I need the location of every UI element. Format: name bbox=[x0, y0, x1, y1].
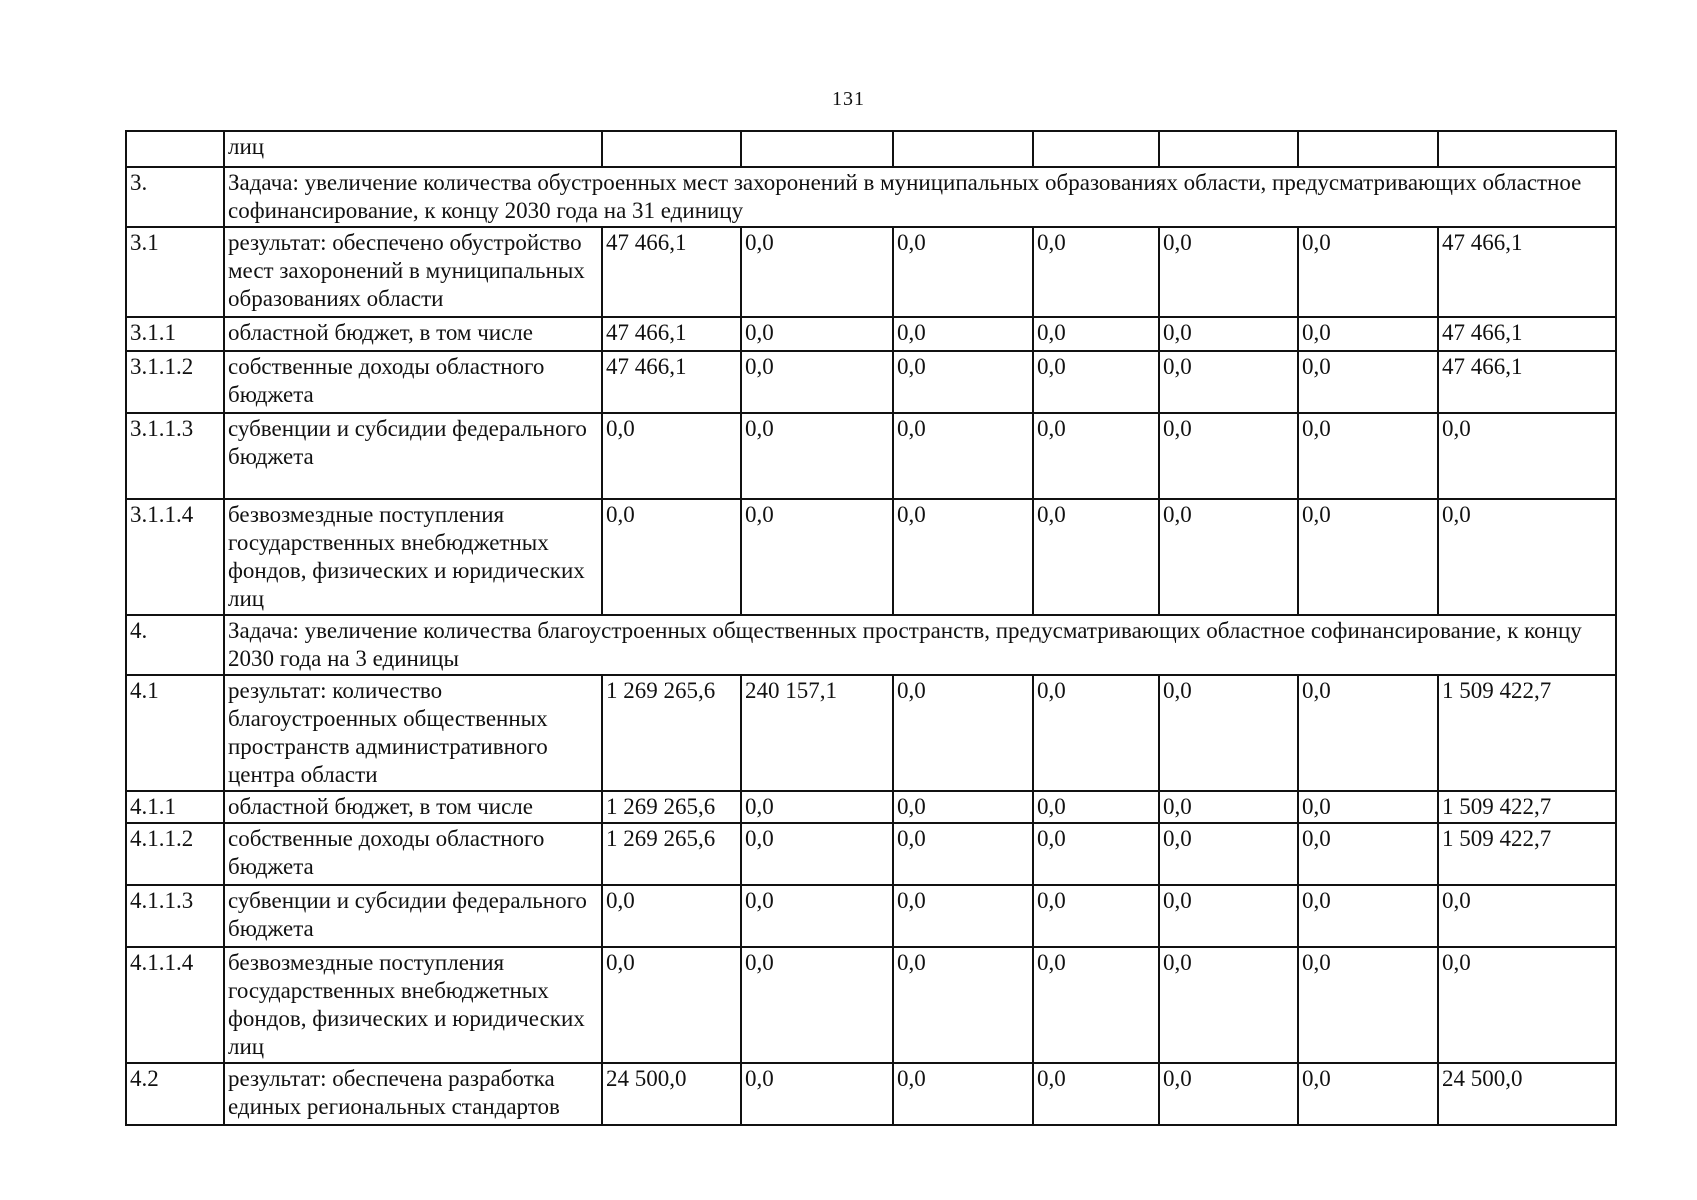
value-cell bbox=[602, 131, 741, 167]
table-row bbox=[126, 823, 1616, 885]
row-number: 3.1.1.2 bbox=[126, 351, 224, 413]
row-label: лиц bbox=[224, 131, 602, 167]
value-cell: 0,0 bbox=[893, 351, 1033, 413]
value-cell: 0,0 bbox=[893, 947, 1033, 1063]
value-cell: 0,0 bbox=[893, 885, 1033, 947]
value-cell bbox=[1159, 131, 1298, 167]
value-cell: 0,0 bbox=[741, 227, 893, 317]
task-description: Задача: увеличение количества обустроенных мест захоронений в муниципальных образованиях области, предусматривающих областное софинансирование, к концу 2030 года на 31 единицу bbox=[224, 167, 1616, 227]
value-cell: 0,0 bbox=[1033, 947, 1159, 1063]
task-description: Задача: увеличение количества благоустроенных общественных пространств, предусматривающих областное софинансирование, к концу 2030 года на 3 единицы bbox=[224, 615, 1616, 675]
value-cell bbox=[1298, 131, 1438, 167]
row-number: 4. bbox=[126, 615, 224, 675]
table-row bbox=[126, 317, 1616, 351]
value-cell: 0,0 bbox=[1159, 675, 1298, 791]
value-cell: 0,0 bbox=[741, 413, 893, 499]
value-cell: 0,0 bbox=[1159, 351, 1298, 413]
value-cell: 47 466,1 bbox=[1438, 351, 1616, 413]
value-cell: 47 466,1 bbox=[602, 351, 741, 413]
row-label: безвозмездные поступления государственных внебюджетных фондов, физических и юридических лиц bbox=[224, 947, 602, 1063]
row-label: результат: обеспечено обустройство мест захоронений в муниципальных образованиях области bbox=[224, 227, 602, 317]
value-cell: 0,0 bbox=[1033, 351, 1159, 413]
value-cell bbox=[1438, 131, 1616, 167]
row-number: 3.1.1.3 bbox=[126, 413, 224, 499]
value-cell: 0,0 bbox=[1033, 675, 1159, 791]
value-cell: 0,0 bbox=[1033, 1063, 1159, 1125]
value-cell: 0,0 bbox=[1159, 1063, 1298, 1125]
value-cell: 0,0 bbox=[741, 317, 893, 351]
value-cell: 0,0 bbox=[893, 675, 1033, 791]
value-cell: 0,0 bbox=[1298, 823, 1438, 885]
row-number: 3.1.1.4 bbox=[126, 499, 224, 615]
value-cell: 47 466,1 bbox=[602, 227, 741, 317]
row-number: 4.1.1 bbox=[126, 791, 224, 823]
value-cell: 240 157,1 bbox=[741, 675, 893, 791]
value-cell: 24 500,0 bbox=[602, 1063, 741, 1125]
value-cell: 47 466,1 bbox=[602, 317, 741, 351]
value-cell: 0,0 bbox=[1033, 499, 1159, 615]
value-cell: 0,0 bbox=[1438, 499, 1616, 615]
table-row bbox=[126, 675, 1616, 791]
value-cell: 0,0 bbox=[602, 413, 741, 499]
table-row bbox=[126, 227, 1616, 317]
row-label: областной бюджет, в том числе bbox=[224, 317, 602, 351]
value-cell: 0,0 bbox=[1438, 885, 1616, 947]
row-label: результат: обеспечена разработка единых региональных стандартов bbox=[224, 1063, 602, 1125]
table-row bbox=[126, 351, 1616, 413]
row-label: безвозмездные поступления государственных внебюджетных фондов, физических и юридических лиц bbox=[224, 499, 602, 615]
value-cell: 0,0 bbox=[602, 947, 741, 1063]
value-cell: 1 269 265,6 bbox=[602, 791, 741, 823]
table-row bbox=[126, 413, 1616, 499]
value-cell: 1 269 265,6 bbox=[602, 823, 741, 885]
row-number: 4.1.1.3 bbox=[126, 885, 224, 947]
table-row bbox=[126, 499, 1616, 615]
value-cell: 0,0 bbox=[893, 317, 1033, 351]
task-row bbox=[126, 615, 1616, 675]
value-cell: 0,0 bbox=[1438, 947, 1616, 1063]
value-cell: 0,0 bbox=[1298, 351, 1438, 413]
value-cell: 0,0 bbox=[741, 947, 893, 1063]
row-number: 4.1.1.2 bbox=[126, 823, 224, 885]
value-cell: 24 500,0 bbox=[1438, 1063, 1616, 1125]
row-label: результат: количество благоустроенных общественных пространств административного центра области bbox=[224, 675, 602, 791]
row-number: 3. bbox=[126, 167, 224, 227]
value-cell: 0,0 bbox=[893, 499, 1033, 615]
value-cell: 0,0 bbox=[1298, 1063, 1438, 1125]
row-label: собственные доходы областного бюджета bbox=[224, 823, 602, 885]
table-row bbox=[126, 885, 1616, 947]
value-cell bbox=[893, 131, 1033, 167]
value-cell: 0,0 bbox=[1298, 413, 1438, 499]
value-cell: 0,0 bbox=[1159, 885, 1298, 947]
row-number: 4.1 bbox=[126, 675, 224, 791]
value-cell: 0,0 bbox=[893, 823, 1033, 885]
row-label: собственные доходы областного бюджета bbox=[224, 351, 602, 413]
value-cell: 0,0 bbox=[1298, 317, 1438, 351]
value-cell: 0,0 bbox=[1298, 885, 1438, 947]
row-number: 3.1.1 bbox=[126, 317, 224, 351]
value-cell: 0,0 bbox=[893, 227, 1033, 317]
value-cell: 0,0 bbox=[1298, 675, 1438, 791]
value-cell: 0,0 bbox=[1159, 791, 1298, 823]
value-cell: 1 509 422,7 bbox=[1438, 823, 1616, 885]
value-cell: 47 466,1 bbox=[1438, 227, 1616, 317]
value-cell: 0,0 bbox=[1438, 413, 1616, 499]
value-cell: 1 509 422,7 bbox=[1438, 675, 1616, 791]
value-cell: 0,0 bbox=[1298, 499, 1438, 615]
value-cell: 0,0 bbox=[1298, 227, 1438, 317]
value-cell: 0,0 bbox=[1159, 317, 1298, 351]
value-cell: 0,0 bbox=[741, 823, 893, 885]
value-cell: 0,0 bbox=[893, 413, 1033, 499]
value-cell: 0,0 bbox=[602, 499, 741, 615]
table-row bbox=[126, 131, 1616, 167]
value-cell: 0,0 bbox=[1033, 791, 1159, 823]
table-row bbox=[126, 1063, 1616, 1125]
value-cell: 0,0 bbox=[1159, 227, 1298, 317]
row-label: областной бюджет, в том числе bbox=[224, 791, 602, 823]
value-cell: 47 466,1 bbox=[1438, 317, 1616, 351]
value-cell: 0,0 bbox=[1033, 413, 1159, 499]
table-row bbox=[126, 947, 1616, 1063]
table-row bbox=[126, 791, 1616, 823]
page-number: 131 bbox=[832, 88, 865, 110]
value-cell: 0,0 bbox=[741, 1063, 893, 1125]
value-cell: 0,0 bbox=[1033, 885, 1159, 947]
budget-table bbox=[125, 130, 1617, 1126]
value-cell: 0,0 bbox=[1298, 947, 1438, 1063]
value-cell: 1 509 422,7 bbox=[1438, 791, 1616, 823]
value-cell: 0,0 bbox=[1159, 823, 1298, 885]
value-cell: 0,0 bbox=[1159, 499, 1298, 615]
value-cell bbox=[1033, 131, 1159, 167]
value-cell: 0,0 bbox=[741, 791, 893, 823]
value-cell bbox=[741, 131, 893, 167]
value-cell: 0,0 bbox=[1298, 791, 1438, 823]
value-cell: 0,0 bbox=[1033, 823, 1159, 885]
row-label: субвенции и субсидии федерального бюджета bbox=[224, 413, 602, 499]
row-number: 3.1 bbox=[126, 227, 224, 317]
row-number: 4.1.1.4 bbox=[126, 947, 224, 1063]
row-number bbox=[126, 131, 224, 167]
value-cell: 0,0 bbox=[1033, 317, 1159, 351]
value-cell: 0,0 bbox=[741, 351, 893, 413]
value-cell: 0,0 bbox=[741, 499, 893, 615]
row-number: 4.2 bbox=[126, 1063, 224, 1125]
row-label: субвенции и субсидии федерального бюджета bbox=[224, 885, 602, 947]
value-cell: 0,0 bbox=[741, 885, 893, 947]
value-cell: 0,0 bbox=[1159, 947, 1298, 1063]
value-cell: 0,0 bbox=[893, 791, 1033, 823]
value-cell: 1 269 265,6 bbox=[602, 675, 741, 791]
value-cell: 0,0 bbox=[893, 1063, 1033, 1125]
table-body bbox=[126, 131, 1616, 1125]
task-row bbox=[126, 167, 1616, 227]
value-cell: 0,0 bbox=[1159, 413, 1298, 499]
value-cell: 0,0 bbox=[602, 885, 741, 947]
value-cell: 0,0 bbox=[1033, 227, 1159, 317]
